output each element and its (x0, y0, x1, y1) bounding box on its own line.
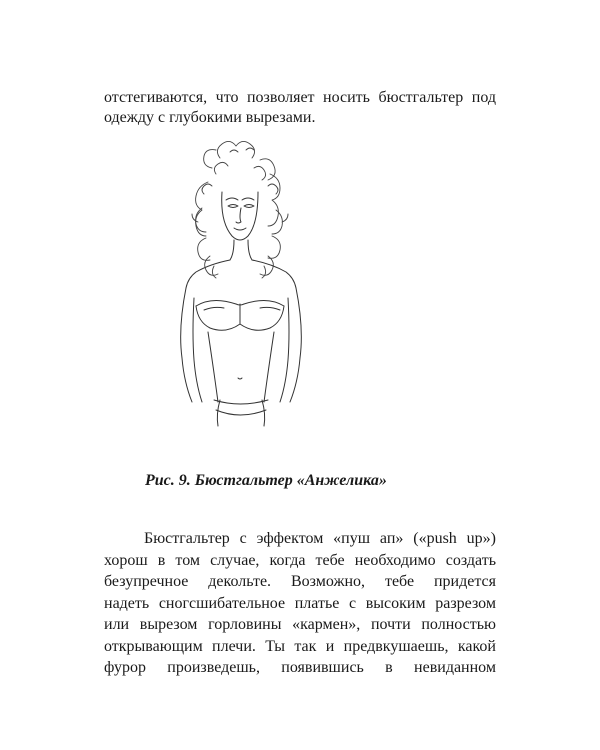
body-paragraph-line: надеть сногсшибательное платье с высоким разрезом (104, 594, 496, 612)
hair-curls (192, 141, 288, 278)
body-paragraph-line: или вырезом горловины «кармен», почти полностью (104, 616, 496, 633)
top-paragraph-line: одежду с глубокими вырезами. (104, 109, 316, 126)
figure-caption: Рис. 9. Бюстгальтер «Анжелика» (145, 472, 387, 489)
torso (181, 240, 302, 426)
body-paragraph-line: хорош в том случае, когда тебе необходимо создать (104, 551, 496, 569)
top-paragraph-line: отстегиваются, что позволяет носить бюстгальтер под (104, 89, 496, 106)
body-paragraph-line: безупречное декольте. Возможно, тебе придется (104, 573, 496, 590)
body-paragraph (104, 528, 496, 679)
face (222, 192, 258, 240)
top-paragraph (104, 88, 496, 128)
body-paragraph-line: Бюстгальтер с эффектом «пуш ап» («push up») (144, 530, 496, 547)
body-paragraph-line: фурор произведешь, появившись в невиданном (104, 659, 496, 676)
figure-illustration (150, 138, 330, 428)
body-paragraph-line: открывающим плечи. Ты так и предвкушаешь, какой (104, 637, 496, 655)
